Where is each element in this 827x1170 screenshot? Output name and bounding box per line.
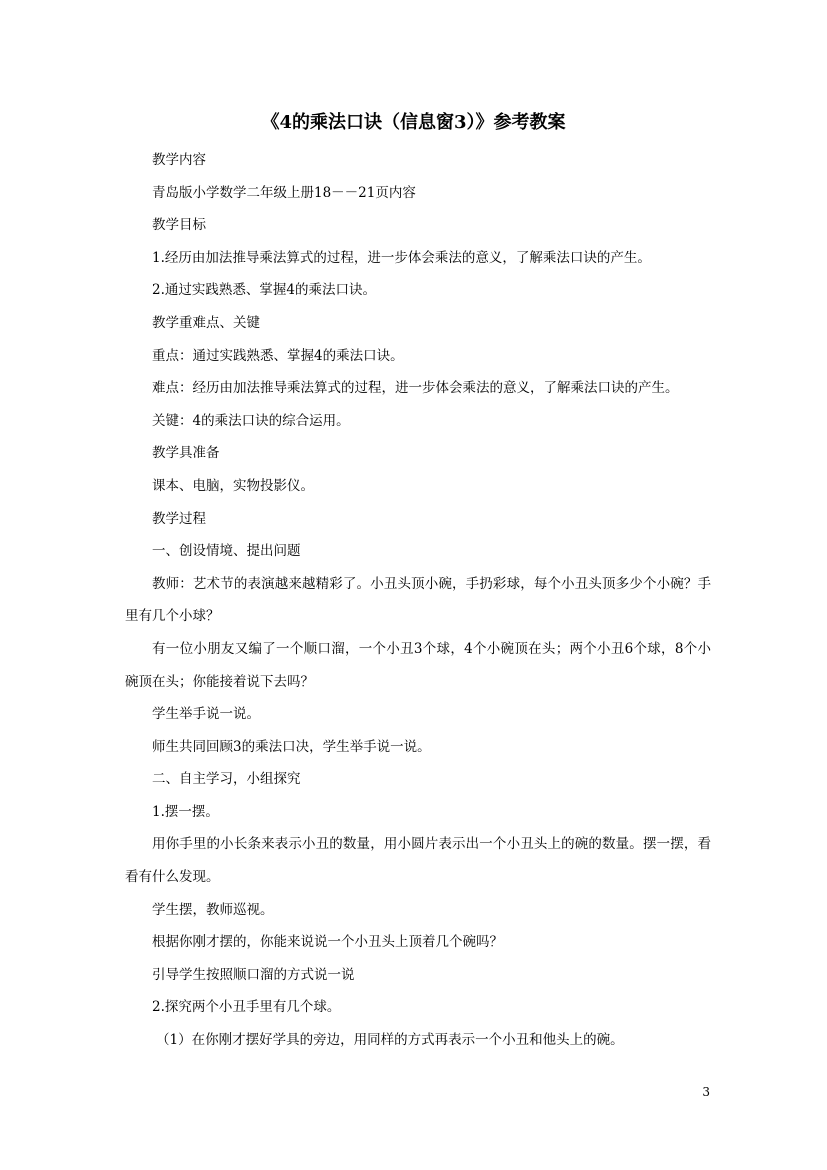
page-number: 3 [702, 1085, 710, 1099]
paragraph: 师生共同回顾3的乘法口决，学生举手说一说。 [152, 738, 431, 755]
paragraph: （1）在你刚才摆好学具的旁边，用同样的方式再表示一个小丑和他头上的碗。 [156, 1032, 624, 1049]
paragraph: 2.通过实践熟悉、掌握4的乘法口诀。 [152, 282, 376, 299]
paragraph: 教学重难点、关键 [152, 314, 260, 331]
paragraph: 2.探究两个小丑手里有几个球。 [152, 999, 341, 1016]
paragraph: 教学过程 [152, 510, 206, 527]
paragraph: 二、自主学习，小组探究 [152, 771, 301, 788]
paragraph: 教师：艺术节的表演越来越精彩了。小丑头顶小碗，手扔彩球，每个小丑头顶多少个小碗？手里有几个小球？ [125, 575, 711, 625]
document-title: 《4的乘法口诀（信息窗3）》参考教案 [261, 112, 566, 133]
paragraph: 学生举手说一说。 [152, 706, 260, 723]
paragraph: 关键：4的乘法口诀的综合运用。 [152, 412, 350, 429]
paragraph: 有一位小朋友又编了一个顺口溜，一个小丑3个球，4个小碗顶在头；两个小丑6个球，8个小碗顶在头；你能接着说下去吗？ [125, 640, 711, 690]
paragraph: 难点：经历由加法推导乘法算式的过程，进一步体会乘法的意义，了解乘法口诀的产生。 [152, 380, 679, 397]
document-body [125, 144, 711, 1057]
paragraph: 1.经历由加法推导乘法算式的过程，进一步体会乘法的意义，了解乘法口诀的产生。 [152, 249, 651, 266]
paragraph: 一、创设情境、提出问题 [152, 543, 301, 560]
paragraph: 教学具准备 [152, 445, 220, 462]
paragraph: 青岛版小学数学二年级上册18－－21页内容 [152, 184, 416, 201]
paragraph: 用你手里的小长条来表示小丑的数量，用小圆片表示出一个小丑头上的碗的数量。摆一摆，看看有什么发现。 [125, 836, 711, 886]
paragraph: 教学目标 [152, 217, 206, 234]
paragraph: 学生摆，教师巡视。 [152, 901, 274, 918]
paragraph: 课本、电脑，实物投影仪。 [152, 477, 314, 494]
paragraph: 重点：通过实践熟悉、掌握4的乘法口诀。 [152, 347, 404, 364]
paragraph: 1.摆一摆。 [152, 803, 219, 820]
paragraph: 根据你刚才摆的，你能来说说一个小丑头上顶着几个碗吗？ [152, 934, 503, 951]
paragraph: 引导学生按照顺口溜的方式说一说 [152, 966, 355, 983]
paragraph: 教学内容 [152, 152, 206, 168]
